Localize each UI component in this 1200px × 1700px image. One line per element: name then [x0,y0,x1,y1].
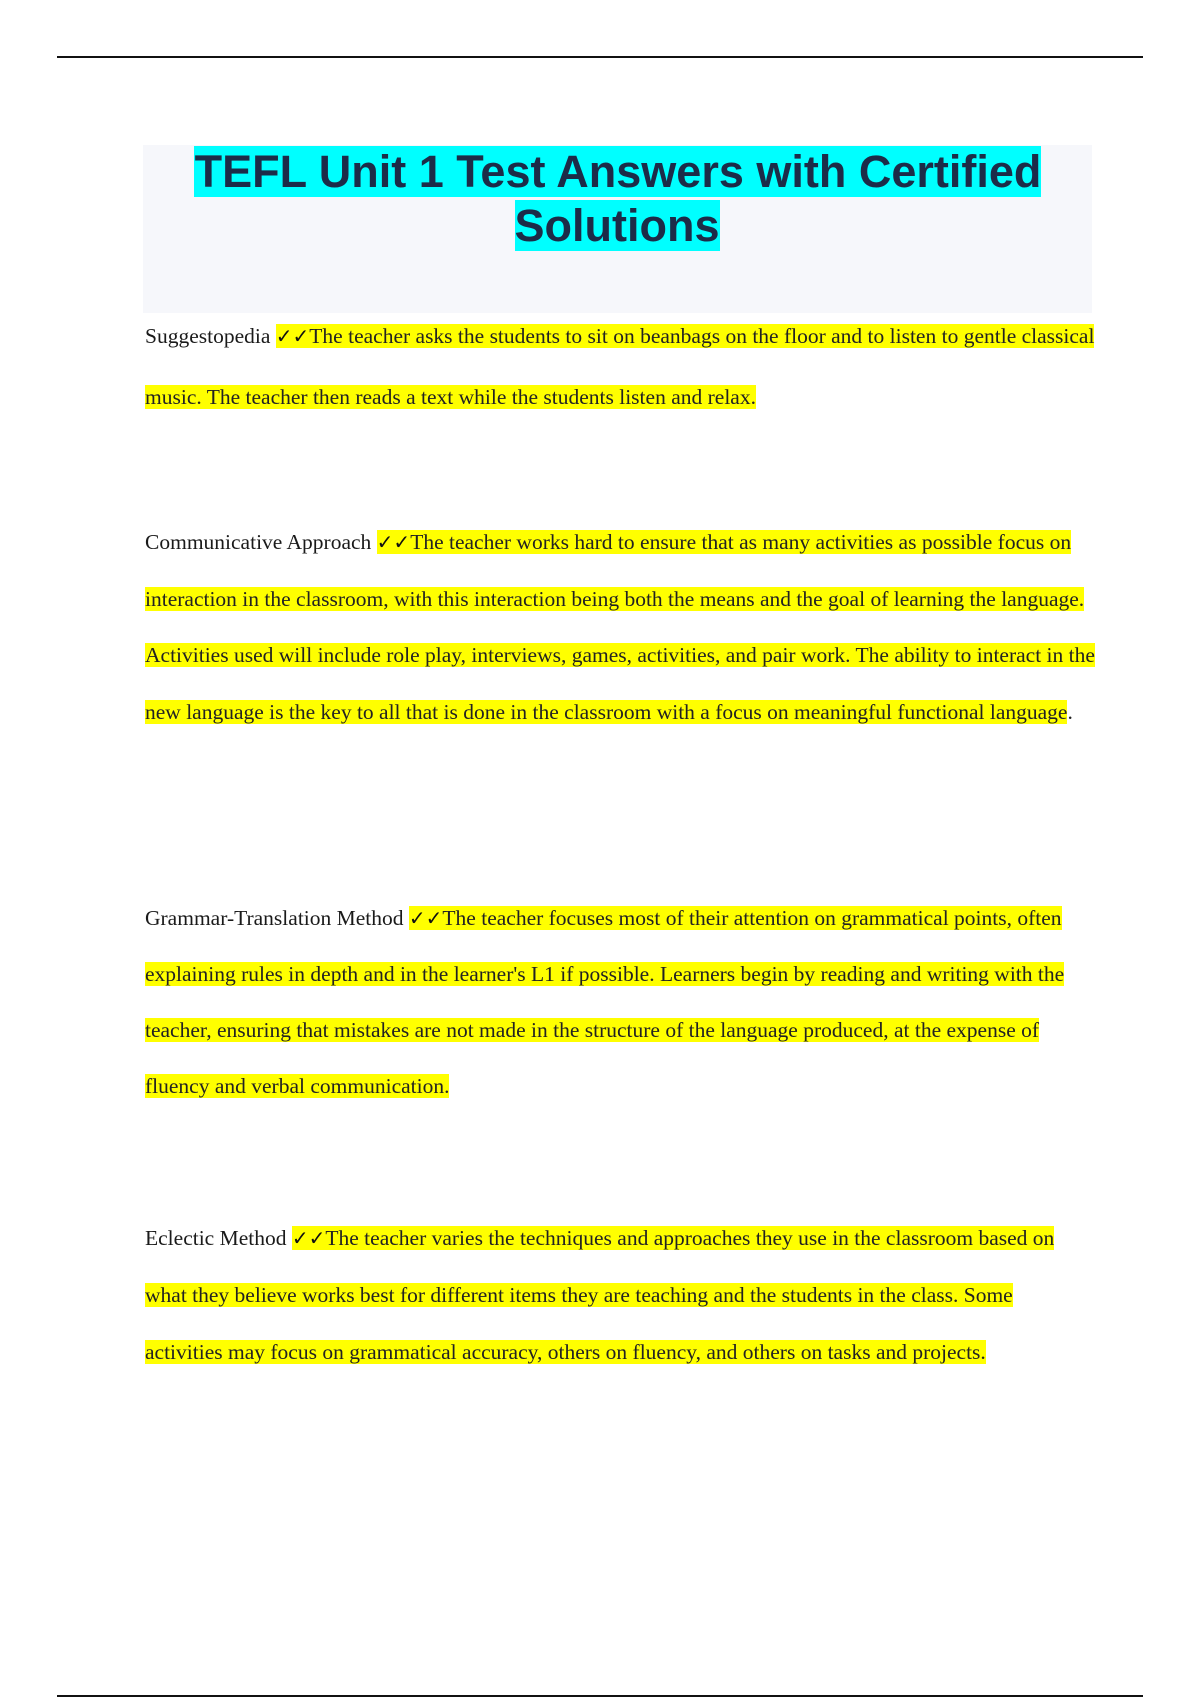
entry-term: Eclectic Method [145,1226,287,1250]
entry-answer: The teacher asks the students to sit on beanbags on the floor and to listen to gentle classical music. The teacher then reads a text while the students listen and relax. [145,324,1095,409]
top-rule [57,56,1143,58]
entry-answer: The teacher works hard to ensure that as many activities as possible focus on interaction in the classroom, with this interaction being both the means and the goal of learning the language. Activities used will include role play, interviews, games, activities, and pair work. The ability to interact in the new language is the key to all that is done in the classroom with a focus on meaningful functional language [145,530,1095,724]
entry-answer-highlight [145,906,1064,1098]
qa-entry-grammar-translation [145,890,1095,1114]
entry-term: Suggestopedia [145,324,271,348]
entry-answer: The teacher varies the techniques and approaches they use in the classroom based on what they believe works best for different items they are teaching and the students in the class. Some activities may focus on grammatical accuracy, others on fluency, and others on tasks and projects. [145,1226,1055,1364]
entry-trailing-period: . [1067,699,1073,724]
title-block [143,145,1092,313]
qa-entry-eclectic-method [145,1210,1095,1381]
entry-answer-highlight [145,530,1095,724]
qa-entry-communicative-approach [145,514,1095,740]
double-check-icon: ✓✓ [408,906,443,930]
double-check-icon: ✓✓ [275,324,310,348]
entry-term: Communicative Approach [145,530,372,554]
document-title-text: TEFL Unit 1 Test Answers with Certified Solutions [194,146,1042,251]
entry-term: Grammar-Translation Method [145,906,404,930]
entry-answer-highlight [145,324,1094,409]
double-check-icon: ✓✓ [291,1226,326,1250]
qa-entry-suggestopedia [145,306,1095,428]
entry-answer: The teacher focuses most of their attention on grammatical points, often explaining rules in depth and in the learner's L1 if possible. Learners begin by reading and writing with the teacher, ensuring that mistakes are not made in the structure of the language produced, at the expense of fluency and verbal communication. [145,906,1065,1098]
document-title [143,145,1092,253]
bottom-rule [57,1695,1143,1697]
double-check-icon: ✓✓ [376,530,411,554]
